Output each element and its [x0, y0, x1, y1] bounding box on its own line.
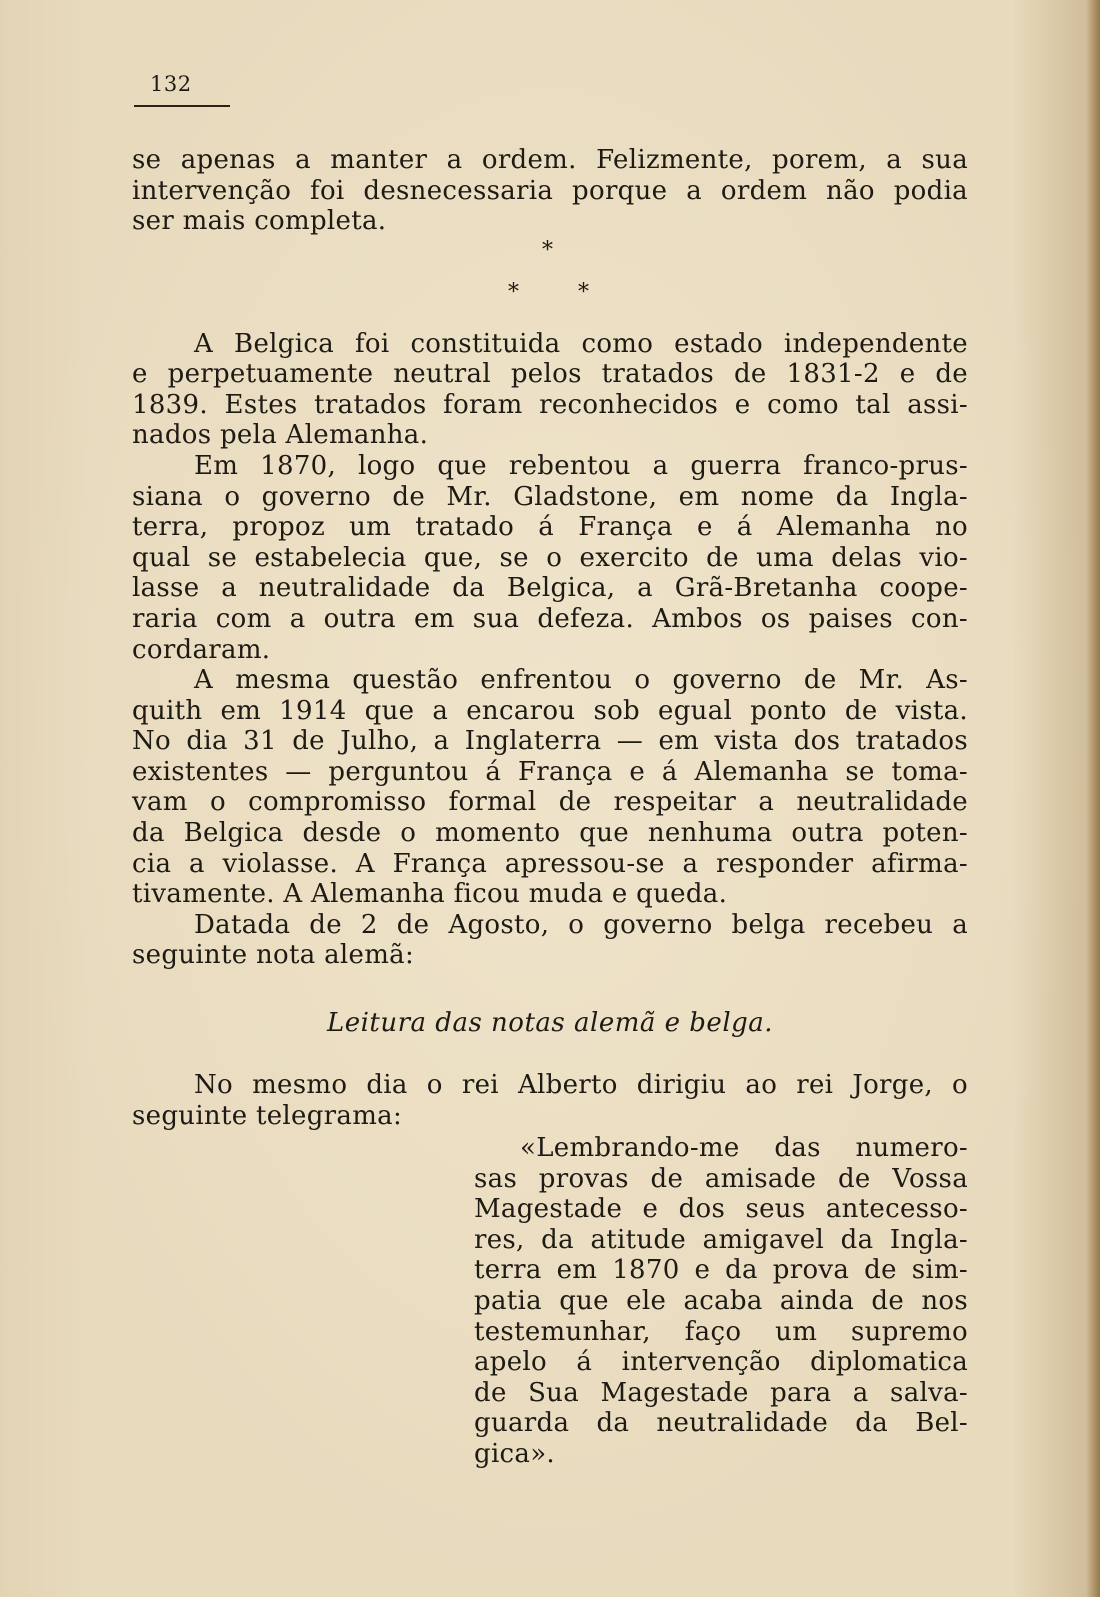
paragraph-4 — [132, 665, 968, 910]
separator-space — [132, 237, 968, 329]
text-line: cia a violasse. A França apressou-se a responder afirma- — [132, 848, 968, 879]
text-line: vam o compromisso formal de respeitar a neutralidade — [132, 787, 968, 818]
text-line: da Belgica desde o momento que nenhuma outra poten- — [132, 818, 968, 849]
text-line: No mesmo dia o rei Alberto dirigiu ao rei Jorge, o — [194, 1070, 968, 1100]
text-line: qual se estabelecia que, se o exercito de uma delas vio- — [132, 542, 968, 573]
quote-line: apelo á intervenção diplomatica — [474, 1347, 968, 1378]
text-line: A mesma questão enfrentou o governo de Mr. As- — [194, 665, 968, 696]
paragraph-2 — [132, 329, 968, 451]
quote-line: gica». — [474, 1438, 555, 1469]
text-line: Datada de 2 de Agosto, o governo belga recebeu a — [194, 909, 968, 940]
text-line: e perpetuamente neutral pelos tratados de 1831-2 e de — [132, 359, 968, 390]
section-heading: Leitura das notas alemã e belga. — [326, 1008, 774, 1038]
text-line: ser mais completa. — [132, 206, 387, 237]
text-line: raria com a outra em sua defeza. Ambos os paises con- — [132, 603, 968, 634]
quote-line: terra em 1870 e da prova de sim- — [474, 1255, 968, 1286]
text-line: nados pela Alemanha. — [132, 420, 429, 451]
quote-line: Magestade e dos seus antecesso- — [474, 1194, 968, 1225]
text-line: Em 1870, logo que rebentou a guerra franco-prus- — [194, 450, 968, 481]
text-line: 1839. Estes tratados foram reconhecidos e como tal assi- — [132, 389, 968, 420]
quote-line: sas provas de amisade de Vossa — [474, 1163, 968, 1194]
paragraph-3 — [132, 451, 968, 665]
quote-line: testemunhar, faço um supremo — [474, 1316, 968, 1347]
separator-asterisk-left: * — [508, 280, 519, 305]
text-line: seguinte telegrama: — [132, 1100, 403, 1131]
quote-line: patia que ele acaba ainda de nos — [474, 1285, 968, 1316]
text-line: lasse a neutralidade da Belgica, a Grã-Bretanha coope- — [132, 573, 968, 604]
paragraph-6 — [132, 1070, 968, 1131]
text-line: No dia 31 de Julho, a Inglaterra — em vista dos tratados — [132, 726, 968, 757]
text-line: seguinte nota alemã: — [132, 940, 415, 971]
text-line: existentes — perguntou á França e á Alemanha se toma- — [132, 756, 968, 787]
page-edge-shadow — [1086, 0, 1100, 1597]
page-number: 132 — [150, 72, 192, 96]
quote-line: res, da atitude amigavel da Ingla- — [474, 1224, 968, 1255]
text-line: A Belgica foi constituida como estado independente — [194, 328, 968, 359]
quote-line: «Lembrando-me das numero- — [520, 1133, 968, 1163]
text-line: terra, propoz um tratado á França e á Alemanha no — [132, 512, 968, 543]
text-line: tivamente. A Alemanha ficou muda e queda. — [132, 879, 728, 910]
telegram-quote — [474, 1133, 968, 1470]
paragraph-5 — [132, 910, 968, 971]
quote-line: de Sua Magestade para a salva- — [474, 1377, 968, 1408]
header-rule — [134, 105, 230, 107]
main-text — [132, 145, 968, 971]
quote-line: guarda da neutralidade da Bel- — [474, 1408, 968, 1439]
text-line: siana o governo de Mr. Gladstone, em nome da Ingla- — [132, 481, 968, 512]
paragraph-1 — [132, 145, 968, 237]
text-line: cordaram. — [132, 634, 271, 665]
text-line: intervenção foi desnecessaria porque a ordem não podia — [132, 175, 968, 206]
text-line: se apenas a manter a ordem. Felizmente, porem, a sua — [132, 145, 968, 175]
separator-asterisk-top: * — [542, 238, 553, 263]
text-line: quith em 1914 que a encarou sob egual ponto de vista. — [132, 695, 968, 726]
separator-asterisk-right: * — [578, 280, 589, 305]
